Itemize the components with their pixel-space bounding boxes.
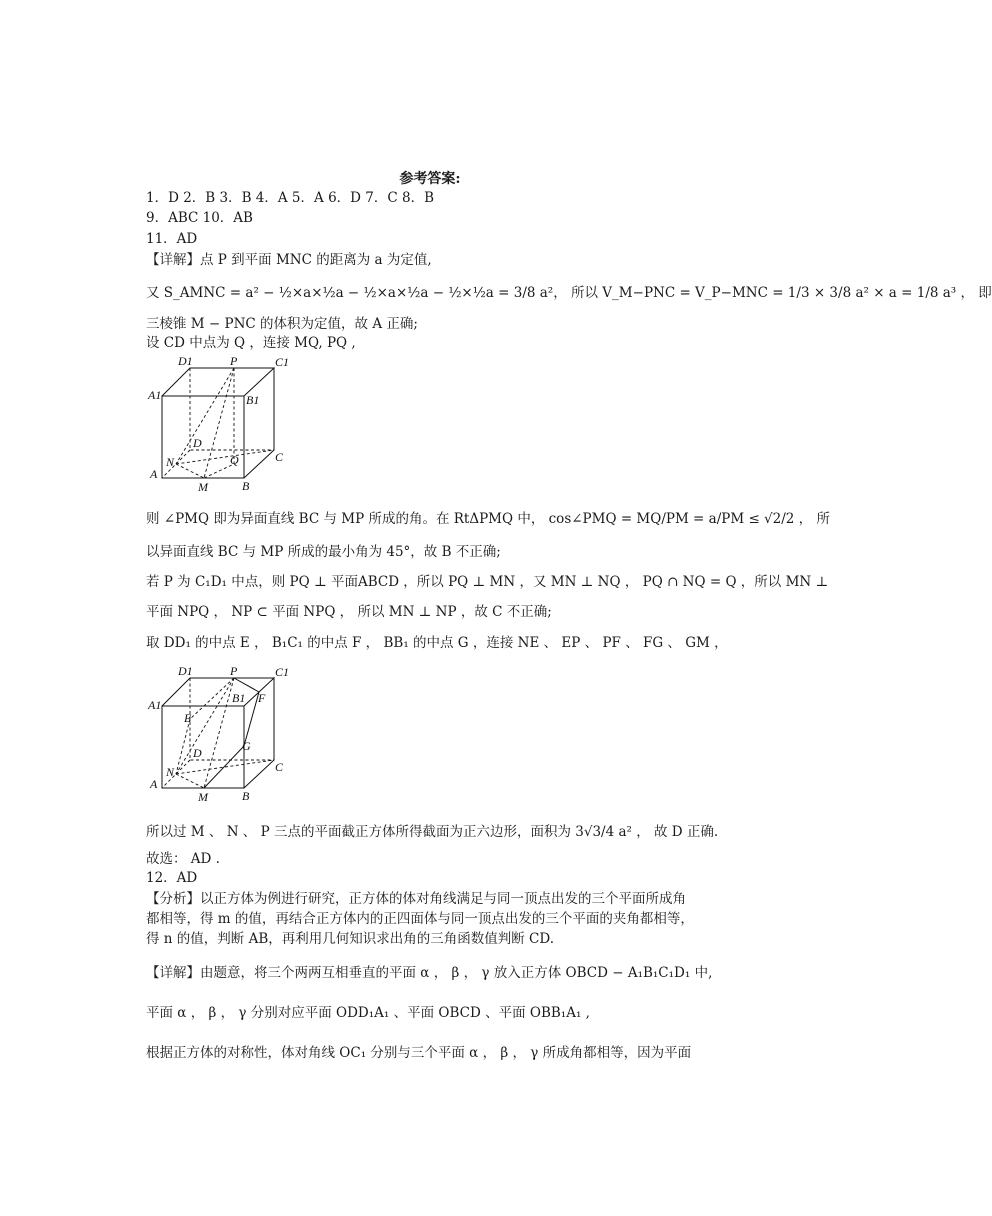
label-c: C [275, 760, 284, 774]
label-p: P [230, 664, 238, 678]
label-d1: D1 [178, 664, 193, 678]
label-d: D [193, 746, 202, 760]
answers-row-1: 1．D 2．B 3．B 4．A 5．A 6．D 7．C 8．B [146, 190, 434, 206]
label-b1: B1 [246, 393, 260, 407]
label-a: A [150, 777, 158, 791]
label-c: C [275, 450, 284, 464]
label-m: M [198, 480, 208, 494]
label-n: N [166, 765, 175, 779]
q11-line-3: 三棱锥 M − PNC 的体积为定值，故 A 正确; [146, 316, 418, 332]
label-e: E [184, 711, 192, 725]
label-c1: C1 [275, 665, 290, 679]
q11-line-8: 平面 NPQ ， NP ⊂ 平面 NPQ ， 所以 MN ⊥ NP ，故 C 不正确; [146, 604, 552, 620]
q12-line-4: 【详解】由题意，将三个两两互相垂直的平面 α ， β ， γ 放入正方体 OBCD − A₁B₁C₁D₁ 中, [146, 965, 713, 981]
q12-line-3: 得 n 的值，判断 AB，再利用几何知识求出角的三角函数值判断 CD. [146, 931, 554, 947]
q12-line-5: 平面 α ， β ， γ 分别对应平面 ODD₁A₁ 、平面 OBCD 、平面 OBB₁A₁ , [146, 1005, 590, 1021]
cube-figure-2 [146, 664, 306, 804]
label-f: F [258, 691, 266, 705]
q11-line-9: 取 DD₁ 的中点 E ， B₁C₁ 的中点 F ， BB₁ 的中点 G ，连接 NE 、 EP 、 PF 、 FG 、 GM ， [146, 635, 728, 651]
q12-number: 12．AD [146, 870, 198, 886]
page-title: 参考答案: [399, 171, 461, 187]
q11-line-5: 则 ∠PMQ 即为异面直线 BC 与 MP 所成的角。在 RtΔPMQ 中， cos∠PMQ = MQ/PM = a/PM ≤ √2/2 ， 所 [146, 511, 830, 527]
q12-line-1: 【分析】以正方体为例进行研究，正方体的体对角线满足与同一顶点出发的三个平面所成角 [146, 891, 686, 907]
label-q: Q [230, 453, 239, 467]
label-m: M [198, 790, 208, 804]
label-b: B [242, 789, 250, 803]
label-g: G [242, 739, 251, 753]
label-n: N [166, 455, 175, 469]
q11-line-11: 故选： AD . [146, 851, 220, 867]
label-d: D [193, 436, 202, 450]
label-c1: C1 [275, 355, 290, 369]
q11-line-2: 又 S_AMNC = a² − ½×a×½a − ½×a×½a − ½×½a = 3/8 a²， 所以 V_M−PNC = V_P−MNC = 1/3 × 3/8 a² × a = 1/8 a³ ， 即 [146, 285, 992, 301]
label-a1: A1 [148, 698, 162, 712]
answers-row-2: 9．ABC 10．AB [146, 210, 253, 226]
q11-line-6: 以异面直线 BC 与 MP 所成的最小角为 45°，故 B 不正确; [146, 544, 501, 560]
label-a1: A1 [148, 388, 162, 402]
q11-line-4: 设 CD 中点为 Q ，连接 MQ, PQ , [146, 335, 356, 351]
label-b1: B1 [232, 691, 246, 705]
q11-line-10: 所以过 M 、 N 、 P 三点的平面截正方体所得截面为正六边形，面积为 3√3/4 a² ， 故 D 正确. [146, 824, 719, 840]
cube-figure-1 [146, 354, 306, 494]
q11-number: 11．AD [146, 231, 198, 247]
label-p: P [230, 354, 238, 368]
label-b: B [242, 479, 250, 493]
q11-line-7: 若 P 为 C₁D₁ 中点，则 PQ ⊥ 平面ABCD ，所以 PQ ⊥ MN ，又 MN ⊥ NQ ， PQ ∩ NQ = Q ，所以 MN ⊥ [146, 574, 829, 590]
q12-line-6: 根据正方体的对称性，体对角线 OC₁ 分别与三个平面 α ， β ， γ 所成角都相等，因为平面 [146, 1045, 692, 1061]
label-a: A [150, 467, 158, 481]
q11-line-1: 【详解】点 P 到平面 MNC 的距离为 a 为定值, [146, 252, 432, 268]
label-d1: D1 [178, 354, 193, 368]
q12-line-2: 都相等，得 m 的值，再结合正方体内的正四面体与同一顶点出发的三个平面的夹角都相等， [146, 911, 694, 927]
